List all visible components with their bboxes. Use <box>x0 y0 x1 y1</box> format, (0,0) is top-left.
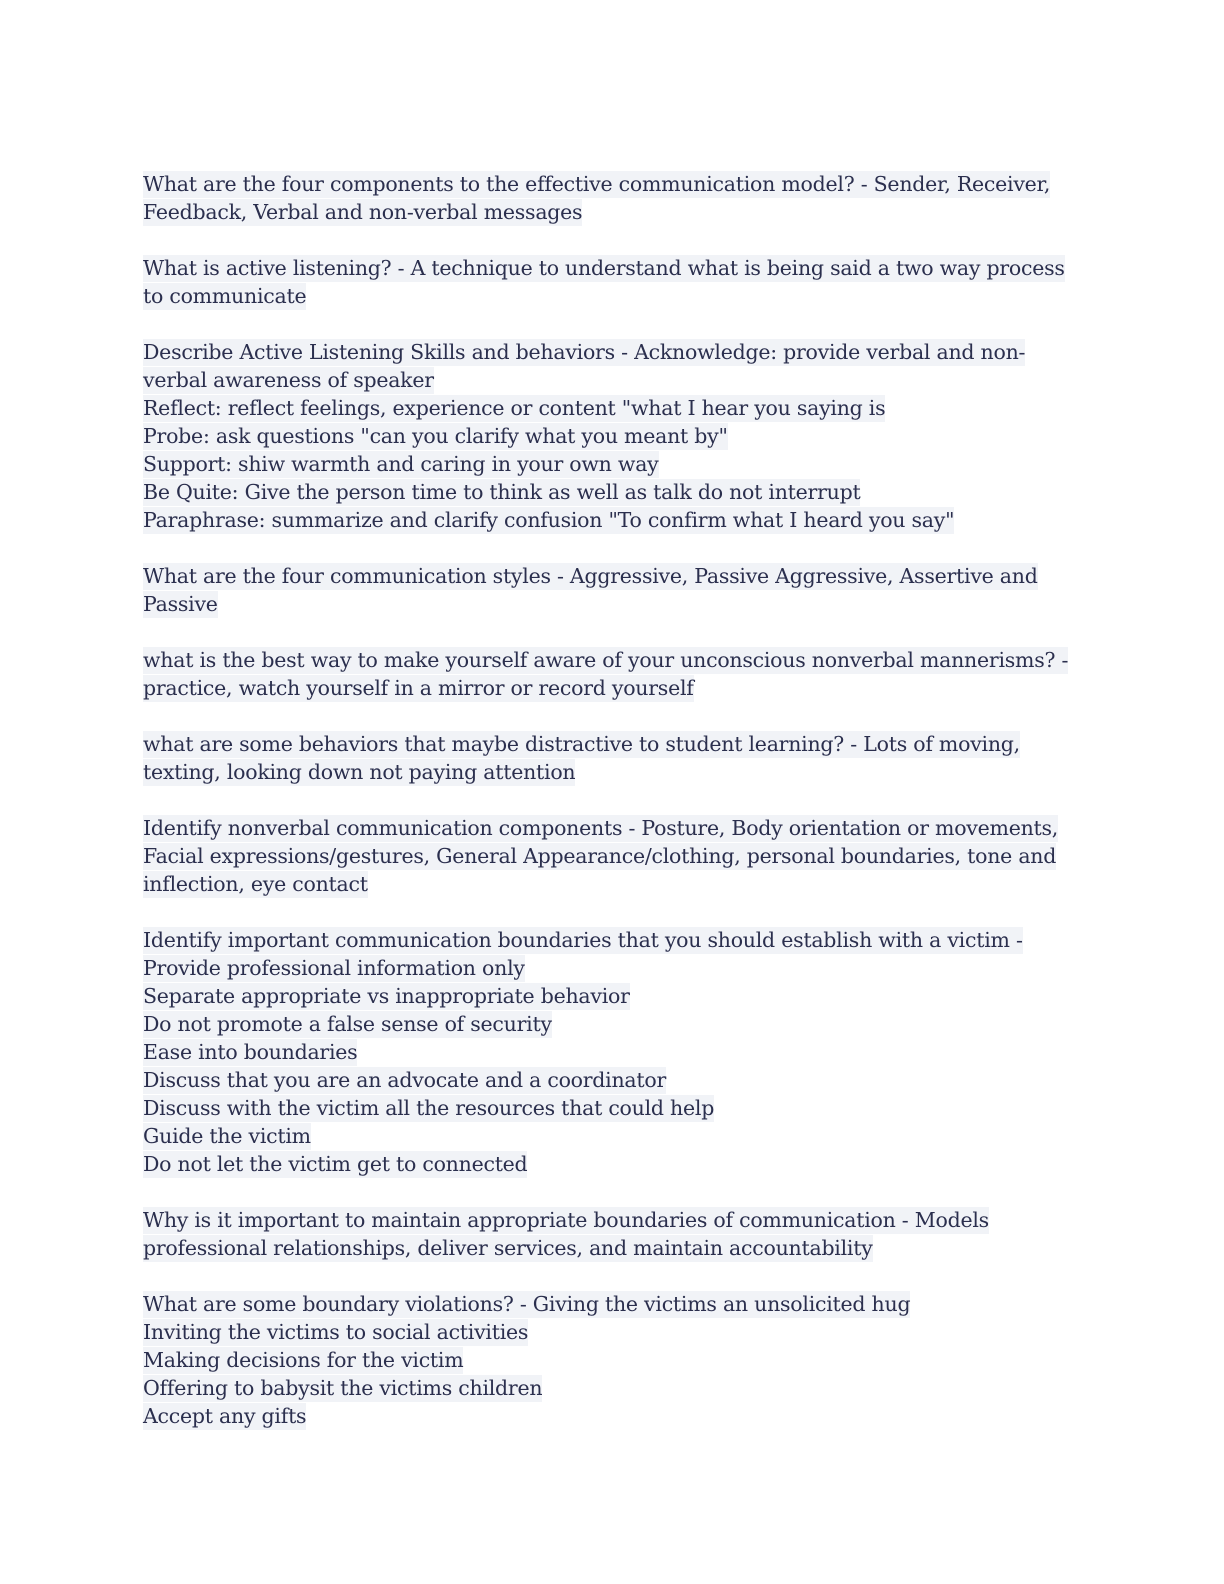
line-text: Support: shiw warmth and caring in your own way <box>143 452 659 476</box>
text-line <box>143 814 1083 842</box>
flashcard-nonverbal-awareness <box>143 646 1083 702</box>
text-line <box>143 1234 1083 1262</box>
line-text: inflection, eye contact <box>143 872 368 896</box>
text-line <box>143 590 1083 618</box>
text-line <box>143 478 1083 506</box>
line-text: Facial expressions/gestures, General Appearance/clothing, personal boundaries, tone and <box>143 844 1057 868</box>
line-text: Ease into boundaries <box>143 1040 358 1064</box>
text-line <box>143 1010 1083 1038</box>
text-line <box>143 730 1083 758</box>
line-text: Inviting the victims to social activities <box>143 1320 529 1344</box>
text-line <box>143 450 1083 478</box>
line-text: Discuss with the victim all the resources that could help <box>143 1096 715 1120</box>
line-text: Discuss that you are an advocate and a coordinator <box>143 1068 667 1092</box>
line-text: What are some boundary violations? - Giving the victims an unsolicited hug <box>143 1292 911 1316</box>
text-line <box>143 366 1083 394</box>
flashcard-communication-styles <box>143 562 1083 618</box>
text-line <box>143 842 1083 870</box>
text-line <box>143 394 1083 422</box>
line-text: What are the four communication styles - Aggressive, Passive Aggressive, Assertive and <box>143 564 1038 588</box>
line-text: Making decisions for the victim <box>143 1348 464 1372</box>
flashcard-distractive-behaviors <box>143 730 1083 786</box>
text-line <box>143 254 1083 282</box>
line-text: Paraphrase: summarize and clarify confusion "To confirm what I heard you say" <box>143 508 955 532</box>
line-text: Why is it important to maintain appropriate boundaries of communication - Models <box>143 1208 989 1232</box>
line-text: to communicate <box>143 284 307 308</box>
line-text: Provide professional information only <box>143 956 525 980</box>
line-text: Do not let the victim get to connected <box>143 1152 528 1176</box>
line-text: Do not promote a false sense of security <box>143 1012 552 1036</box>
text-line <box>143 1374 1083 1402</box>
line-text: Separate appropriate vs inappropriate behavior <box>143 984 630 1008</box>
text-line <box>143 1290 1083 1318</box>
text-line <box>143 674 1083 702</box>
line-text: what is the best way to make yourself aware of your unconscious nonverbal mannerisms? - <box>143 648 1069 672</box>
text-line <box>143 338 1083 366</box>
text-line <box>143 422 1083 450</box>
text-line <box>143 1150 1083 1178</box>
text-line <box>143 982 1083 1010</box>
document-page <box>143 170 1083 1458</box>
text-line <box>143 870 1083 898</box>
line-text: professional relationships, deliver services, and maintain accountability <box>143 1236 873 1260</box>
line-text: What are the four components to the effective communication model? - Sender, Receiver, <box>143 172 1051 196</box>
text-line <box>143 282 1083 310</box>
flashcard-boundary-violations <box>143 1290 1083 1430</box>
text-line <box>143 1122 1083 1150</box>
line-text: Reflect: reflect feelings, experience or content "what I hear you saying is <box>143 396 886 420</box>
text-line <box>143 1318 1083 1346</box>
line-text: texting, looking down not paying attention <box>143 760 576 784</box>
text-line <box>143 758 1083 786</box>
line-text: Identify nonverbal communication components - Posture, Body orientation or movements, <box>143 816 1059 840</box>
text-line <box>143 562 1083 590</box>
line-text: Describe Active Listening Skills and behaviors - Acknowledge: provide verbal and non- <box>143 340 1026 364</box>
text-line <box>143 1038 1083 1066</box>
line-text: Offering to babysit the victims children <box>143 1376 543 1400</box>
text-line <box>143 506 1083 534</box>
text-line <box>143 926 1083 954</box>
flashcard-communication-model <box>143 170 1083 226</box>
line-text: Probe: ask questions "can you clarify what you meant by" <box>143 424 728 448</box>
line-text: Accept any gifts <box>143 1404 307 1428</box>
flashcard-listening-skills <box>143 338 1083 534</box>
text-line <box>143 170 1083 198</box>
flashcard-communication-boundaries <box>143 926 1083 1178</box>
line-text: what are some behaviors that maybe distractive to student learning? - Lots of moving, <box>143 732 1020 756</box>
line-text: What is active listening? - A technique to understand what is being said a two way process <box>143 256 1065 280</box>
text-line <box>143 1066 1083 1094</box>
line-text: Be Quite: Give the person time to think as well as talk do not interrupt <box>143 480 861 504</box>
text-line <box>143 954 1083 982</box>
flashcard-active-listening <box>143 254 1083 310</box>
line-text: Identify important communication boundaries that you should establish with a victim - <box>143 928 1023 952</box>
flashcard-boundaries-importance <box>143 1206 1083 1262</box>
text-line <box>143 1346 1083 1374</box>
line-text: Guide the victim <box>143 1124 311 1148</box>
line-text: Passive <box>143 592 218 616</box>
line-text: verbal awareness of speaker <box>143 368 434 392</box>
line-text: Feedback, Verbal and non-verbal messages <box>143 200 583 224</box>
text-line <box>143 198 1083 226</box>
text-line <box>143 646 1083 674</box>
text-line <box>143 1206 1083 1234</box>
flashcard-nonverbal-components <box>143 814 1083 898</box>
text-line <box>143 1402 1083 1430</box>
text-line <box>143 1094 1083 1122</box>
line-text: practice, watch yourself in a mirror or record yourself <box>143 676 694 700</box>
